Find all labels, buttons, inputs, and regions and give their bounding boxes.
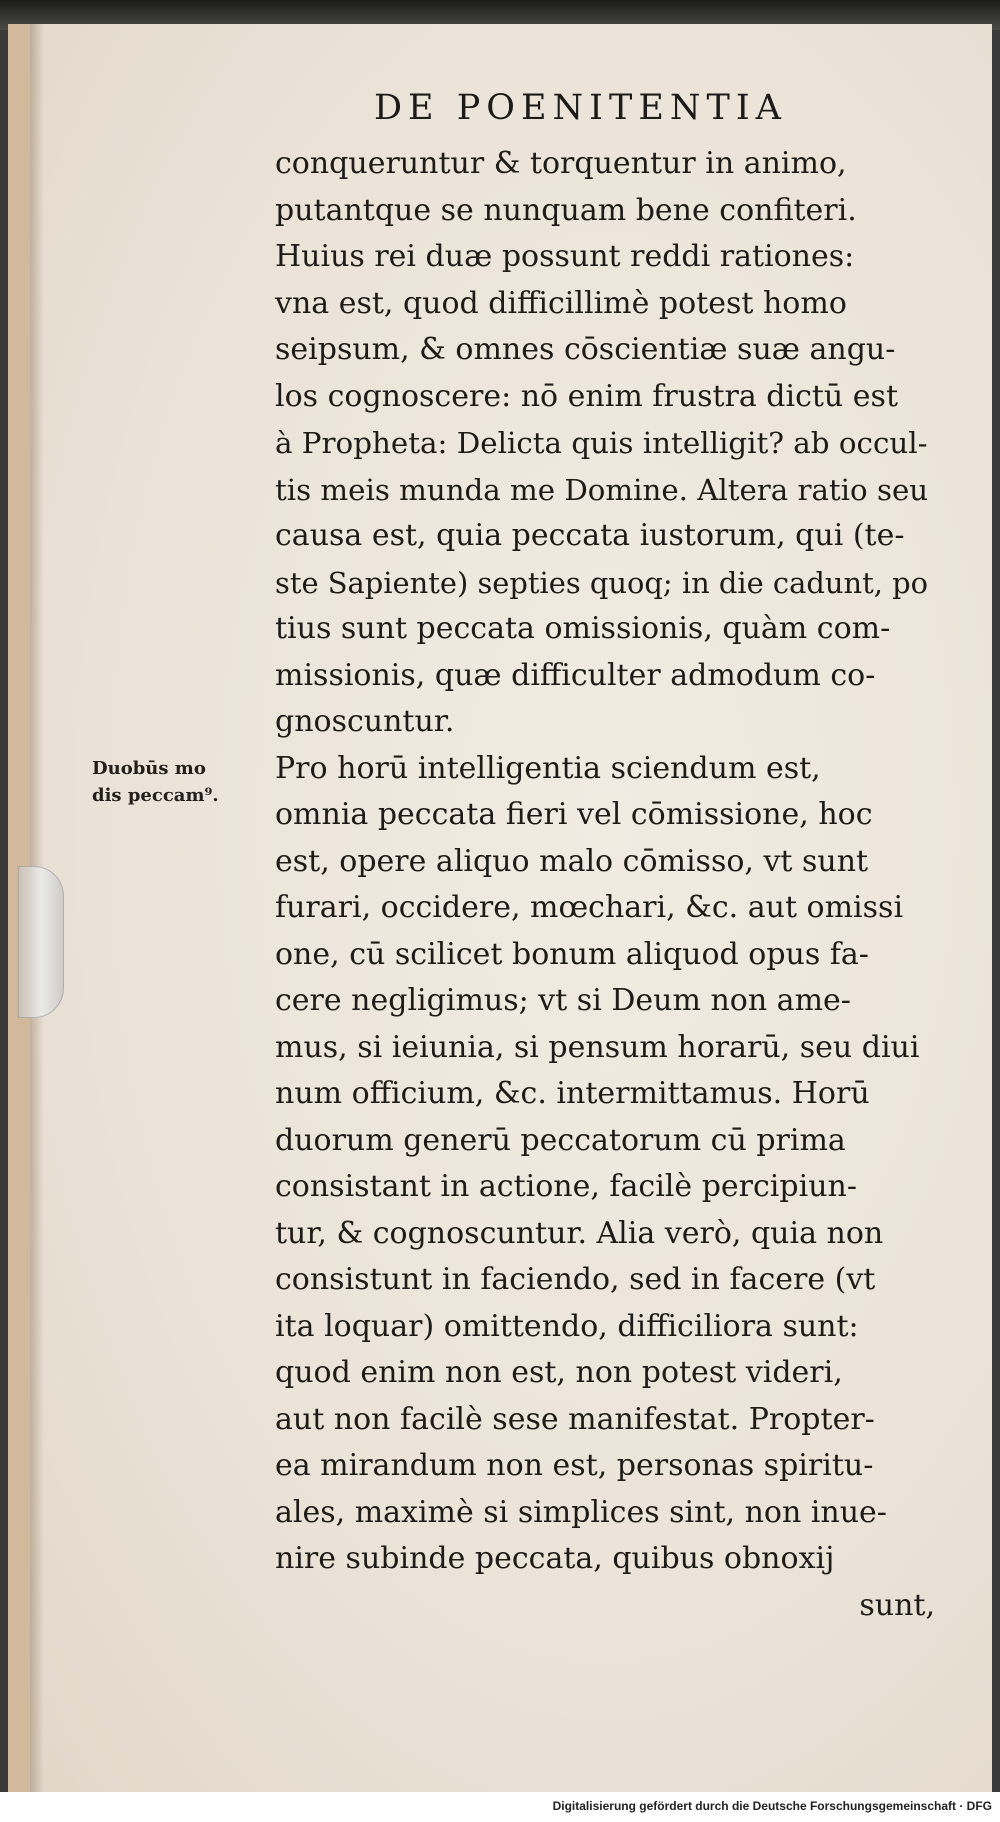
text-line: ste Sapiente) septies quoq; in die cadunt, po	[275, 565, 928, 600]
text-line: conqueruntur & torquentur in animo,	[275, 146, 847, 181]
text-line: tius sunt peccata omissionis, quàm com-	[275, 611, 891, 646]
margin-note	[92, 755, 267, 809]
text-line: Huius rei duæ possunt reddi rationes:	[275, 239, 855, 274]
text-line: cere negligimus; vt si Deum non ame-	[275, 983, 851, 1018]
text-line: est, opere aliquo malo cōmisso, vt sunt	[275, 843, 869, 879]
text-line: ita loquar) omittendo, difficiliora sunt:	[275, 1308, 859, 1344]
text-line: consistant in actione, facilè percipiun-	[275, 1169, 857, 1204]
text-line: num officium, &c. intermittamus. Horū	[275, 1076, 870, 1111]
text-line: omnia peccata fieri vel cōmissione, hoc	[275, 797, 873, 832]
margin-note-line: Duobūs mo	[92, 758, 206, 779]
text-line: tur, & cognoscuntur. Alia verò, quia non	[275, 1215, 884, 1251]
text-line: missionis, quæ difficulter admodum co-	[275, 657, 876, 693]
text-line: nire subinde peccata, quibus obnoxij	[275, 1541, 835, 1576]
text-line: seipsum, & omnes cōscientiæ suæ angu-	[275, 332, 896, 367]
text-line: causa est, quia peccata iustorum, qui (te-	[275, 518, 905, 553]
text-line: duorum generū peccatorum cū prima	[275, 1122, 846, 1158]
text-line: los cognoscere: nō enim frustra dictū est	[275, 378, 898, 414]
text-line: putantque se nunquam bene confiteri.	[275, 192, 857, 228]
text-line: furari, occidere, mœchari, &c. aut omissi	[275, 890, 904, 925]
text-line: gnoscuntur.	[275, 704, 455, 739]
text-line: one, cū scilicet bonum aliquod opus fa-	[275, 936, 869, 972]
text-line: tis meis munda me Domine. Altera ratio seu	[275, 472, 929, 507]
text-line: quod enim non est, non potest videri,	[275, 1355, 843, 1390]
text-line: ea mirandum non est, personas spiritu-	[275, 1448, 874, 1483]
text-line: vna est, quod difficillimè potest homo	[275, 285, 847, 321]
text-line: à Propheta: Delicta quis intelligit? ab occul-	[275, 426, 928, 460]
text-line: aut non facilè sese manifestat. Propter-	[275, 1401, 875, 1437]
text-line: consistunt in faciendo, sed in facere (vt	[275, 1262, 876, 1297]
text-line: ales, maximè si simplices sint, non inue-	[275, 1494, 887, 1530]
text-line: Pro horū intelligentia sciendum est,	[275, 750, 821, 786]
body-text	[275, 141, 935, 1629]
page-clip	[18, 866, 64, 1018]
text-line: mus, si ieiunia, si pensum horarū, seu diui	[275, 1029, 920, 1065]
catchword: sunt,	[859, 1587, 935, 1623]
margin-note-line: dis peccam⁹.	[92, 785, 219, 806]
digitization-credit: Digitalisierung gefördert durch die Deutsche Forschungsgemeinschaft · DFG	[552, 1799, 992, 1813]
running-head: DE POENITENTIA	[374, 88, 787, 128]
